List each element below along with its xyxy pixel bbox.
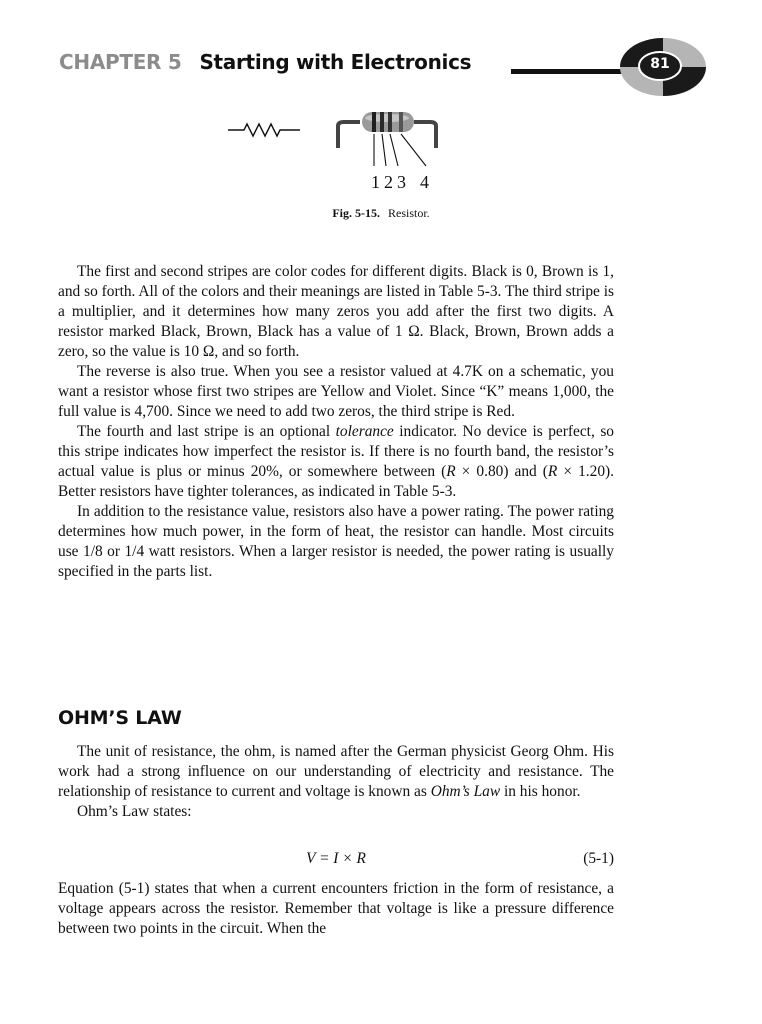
resistor-schematic-symbol	[228, 124, 300, 136]
term-ohms-law: Ohm’s Law	[430, 783, 501, 800]
page-number: 81	[650, 56, 670, 72]
figure-caption-label: Fig. 5-15.	[332, 206, 380, 220]
figure-caption-text: Resistor.	[388, 206, 430, 220]
resistor-component-image	[338, 112, 436, 148]
term-tolerance: tolerance	[335, 423, 394, 440]
band-label-4: 4	[420, 172, 429, 192]
section-heading: OHM’S LAW	[58, 707, 182, 729]
body-text	[58, 262, 614, 582]
paragraph-equation-explanation: Equation (5-1) states that when a current encounters friction in the form of resistance, a voltage appears across the resistor. Remember that voltage is like a pressure difference between two points in the circuit. When the	[58, 880, 614, 937]
paragraph-color-codes: The first and second stripes are color codes for different digits. Black is 0, Brown is 1, and so forth. All of the colors and their meanings are listed in Table 5-3. The third stripe is a multiplier, and it determines how many zeros you add after the first two digits. A resistor marked Black, Brown, Black has a value of 1 Ω. Black, Brown, Brown adds a zero, so the value is 10 Ω, and so forth.	[58, 263, 614, 360]
chapter-header	[59, 50, 471, 74]
band-label-2: 2	[384, 172, 393, 192]
figure-caption	[0, 206, 762, 221]
paragraph-reverse: The reverse is also true. When you see a resistor valued at 4.7K on a schematic, you want a resistor whose first two stripes are Yellow and Violet. Since “K” means 1,000, the full value is 4,700. Since we need to add two zeros, the third stripe is Red.	[58, 363, 614, 420]
band-label-1: 1	[371, 172, 380, 192]
paragraph-tolerance: The fourth and last stripe is an optional tolerance indicator. No device is perfect, so this stripe indicates how imperfect the resistor is. If there is no fourth band, the resistor’s actual value is plus or minus 20%, or somewhere between (R × 0.80) and (R × 1.20). Better resistors have tighter tolerances, as indicated in Table 5-3.	[58, 423, 614, 500]
ohms-law-text	[58, 742, 614, 822]
equation-explanation	[58, 879, 614, 939]
equation-number: (5-1)	[583, 850, 614, 867]
equation-5-1	[58, 850, 614, 870]
chapter-title: Starting with Electronics	[199, 50, 472, 74]
paragraph-ohm-intro: The unit of resistance, the ohm, is named after the German physicist Georg Ohm. His work had a strong influence on our understanding of electricity and resistance. The relationship of resistance to current and voltage is known as Ohm’s Law in his honor.	[58, 743, 614, 800]
chapter-label: CHAPTER 5	[59, 50, 182, 74]
resistor-figure	[226, 108, 456, 196]
paragraph-ohm-states: Ohm’s Law states:	[77, 803, 192, 820]
equation-formula: V = I × R	[306, 850, 366, 867]
band-pointer-arrows	[374, 134, 426, 166]
band-label-3: 3	[397, 172, 406, 192]
paragraph-power-rating: In addition to the resistance value, resistors also have a power rating. The power rating determines how much power, in the form of heat, the resistor can handle. Most circuits use 1/8 or 1/4 watt resistors. When a larger resistor is needed, the power rating is usually specified in the parts list.	[58, 503, 614, 580]
